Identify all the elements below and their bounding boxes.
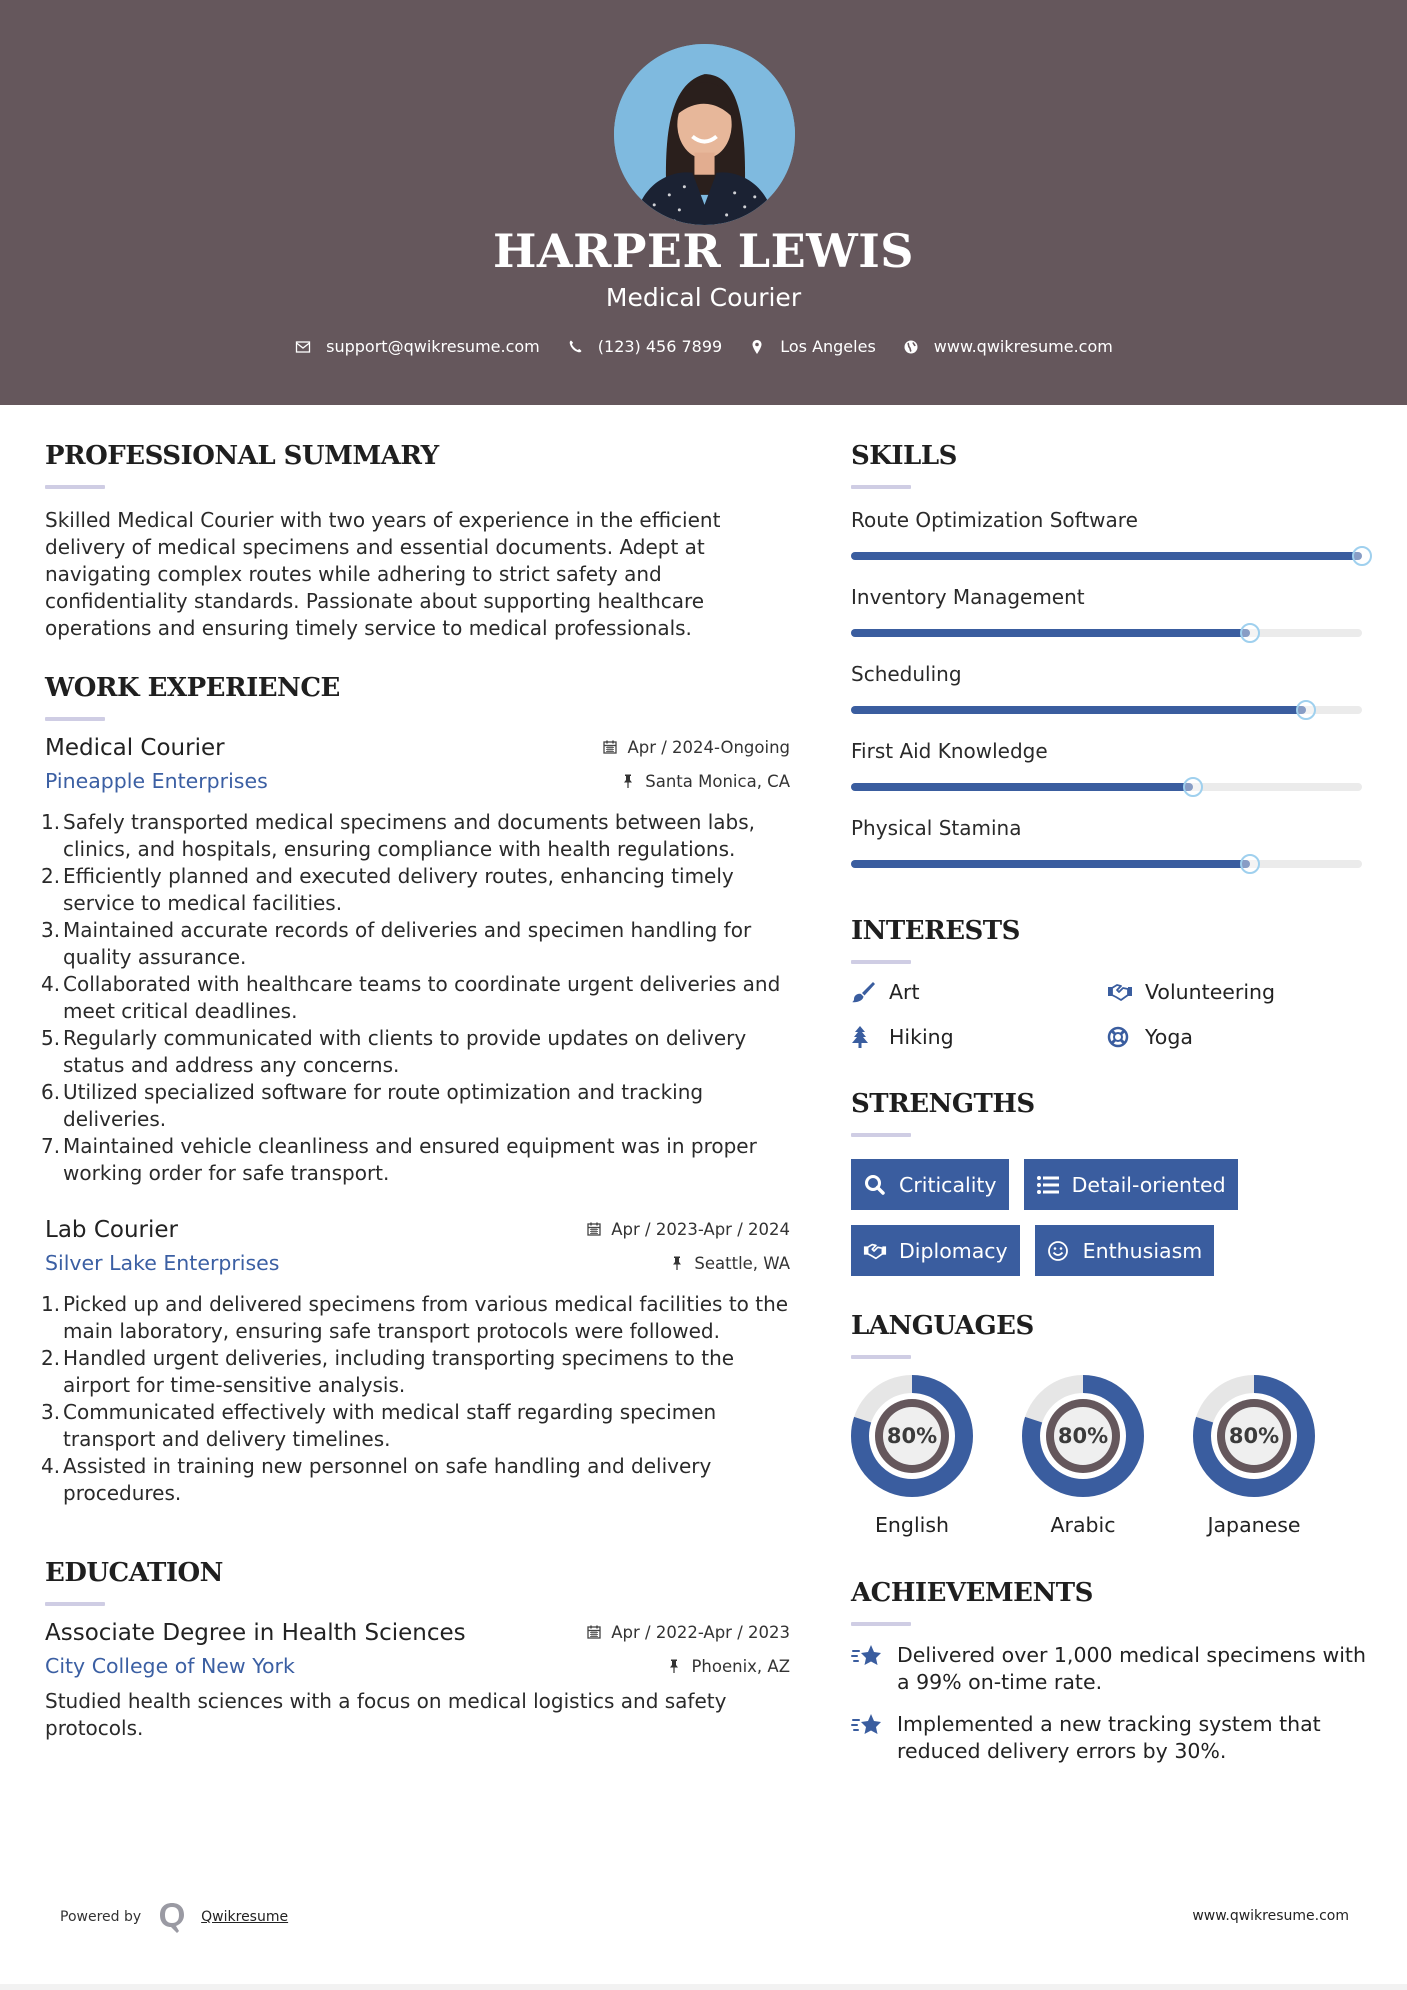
interests-section xyxy=(851,915,1366,1050)
skill-bar-thumb xyxy=(1183,777,1203,797)
strength-badge-diplomacy xyxy=(851,1225,1020,1276)
skill-label: First Aid Knowledge xyxy=(851,739,1048,763)
qwikresume-link[interactable]: Qwikresume xyxy=(201,1909,289,1925)
company-name: Pineapple Enterprises xyxy=(45,769,268,793)
profile-photo-illustration xyxy=(614,44,795,225)
language-name: Japanese xyxy=(1207,1513,1301,1537)
skill-label: Inventory Management xyxy=(851,585,1085,609)
achievement-item xyxy=(851,1711,1366,1765)
skill-bar-thumb xyxy=(1240,854,1260,874)
job-date xyxy=(602,738,790,757)
contact-location xyxy=(748,337,876,356)
strengths-section xyxy=(851,1088,1366,1276)
contact-email-text: support@qwikresume.com xyxy=(326,337,540,356)
job-location-text: Santa Monica, CA xyxy=(645,771,790,791)
contact-phone[interactable] xyxy=(566,337,722,356)
job-date xyxy=(586,1220,790,1239)
paintbrush-icon xyxy=(851,980,879,1004)
calendar-icon xyxy=(602,739,618,755)
achievements-title: ACHIEVEMENTS xyxy=(851,1578,1093,1608)
strength-label: Detail-oriented xyxy=(1071,1172,1226,1197)
skill-bar-thumb xyxy=(1352,546,1372,566)
skill-item xyxy=(851,738,1366,815)
skill-bar xyxy=(851,706,1362,714)
candidate-role: Medical Courier xyxy=(605,283,802,312)
contact-website[interactable] xyxy=(902,337,1113,356)
education-section xyxy=(45,1557,790,1742)
job-date-text: Apr / 2024-Ongoing xyxy=(627,737,790,757)
education-description: Studied health sciences with a focus on medical logistics and safety protocols. xyxy=(45,1689,727,1740)
handshake-icon xyxy=(863,1239,889,1263)
contact-website-text: www.qwikresume.com xyxy=(933,337,1113,356)
interests-title: INTERESTS xyxy=(851,916,1020,946)
search-icon xyxy=(863,1173,889,1197)
skill-bar-fill xyxy=(851,860,1250,868)
skill-bar-fill xyxy=(851,706,1306,714)
left-column xyxy=(41,440,790,1742)
skill-item xyxy=(851,584,1366,661)
job-entry xyxy=(41,1217,790,1507)
skills-title: SKILLS xyxy=(851,441,957,471)
language-progress-ring xyxy=(1193,1375,1315,1497)
profile-photo xyxy=(614,44,795,225)
strength-badge-criticality xyxy=(851,1159,1009,1210)
strengths-title: STRENGTHS xyxy=(851,1089,1035,1119)
skills-section xyxy=(851,440,1366,879)
achievements-section xyxy=(851,1577,1366,1765)
job-location xyxy=(620,772,790,791)
handshake-icon xyxy=(1107,980,1135,1004)
resume-header xyxy=(0,0,1407,405)
candidate-name: HARPER LEWIS xyxy=(492,224,915,278)
job-bullets xyxy=(41,809,790,1187)
contact-email[interactable] xyxy=(294,337,540,356)
interest-label: Yoga xyxy=(1145,1024,1193,1049)
interest-label: Hiking xyxy=(889,1024,954,1049)
experience-section xyxy=(41,672,790,1507)
strength-badge-enthusiasm xyxy=(1035,1225,1215,1276)
language-percent: 80% xyxy=(886,1424,938,1448)
languages-section xyxy=(851,1310,1366,1537)
language-item xyxy=(1193,1375,1315,1537)
achievement-text: Implemented a new tracking system that reduced delivery errors by 30%. xyxy=(897,1712,1321,1763)
bullet-item: 1. Picked up and delivered specimens from various medical facilities to the main laboratory, ensuring safe transport protocols were followed. xyxy=(41,1292,789,1343)
language-name: English xyxy=(874,1513,950,1537)
education-location xyxy=(666,1657,790,1676)
phone-icon xyxy=(566,338,584,356)
job-title: Lab Courier xyxy=(45,1217,178,1243)
education-location-text: Phoenix, AZ xyxy=(691,1656,790,1676)
bullet-item: 4. Collaborated with healthcare teams to coordinate urgent deliveries and meet critical deadlines. xyxy=(41,972,781,1023)
pushpin-icon xyxy=(620,773,636,789)
bullet-item: 3. Maintained accurate records of deliveries and specimen handling for quality assurance. xyxy=(41,918,752,969)
section-divider xyxy=(851,1622,911,1626)
pushpin-icon xyxy=(666,1658,682,1674)
job-date-text: Apr / 2023-Apr / 2024 xyxy=(611,1219,790,1239)
job-entry xyxy=(41,735,790,1187)
languages-title: LANGUAGES xyxy=(851,1311,1034,1341)
job-title: Medical Courier xyxy=(45,735,225,761)
company-name: Silver Lake Enterprises xyxy=(45,1251,280,1275)
summary-text: Skilled Medical Courier with two years of experience in the efficient delivery of medical specimens and essential documents. Adept at navigating complex routes while adhering to strict safety and confidentiality standards. Passionate about supporting healthcare operations and ensuring timely service to medical professionals. xyxy=(45,508,721,640)
skill-bar xyxy=(851,860,1362,868)
skill-item xyxy=(851,661,1366,738)
achievement-item xyxy=(851,1642,1366,1696)
contact-phone-text: (123) 456 7899 xyxy=(597,337,723,356)
job-bullets xyxy=(41,1291,790,1507)
education-date-text: Apr / 2022-Apr / 2023 xyxy=(611,1622,790,1642)
skill-label: Route Optimization Software xyxy=(851,508,1138,532)
right-column xyxy=(851,440,1366,1780)
language-progress-ring xyxy=(851,1375,973,1497)
job-location xyxy=(669,1254,790,1273)
summary-section xyxy=(45,440,790,642)
skill-bar-fill xyxy=(851,629,1250,637)
strength-label: Diplomacy xyxy=(899,1238,1008,1263)
strength-label: Criticality xyxy=(899,1172,997,1197)
skill-item xyxy=(851,815,1366,879)
skill-bar xyxy=(851,552,1362,560)
section-divider xyxy=(851,1355,911,1359)
skill-bar-thumb xyxy=(1296,700,1316,720)
interest-label: Volunteering xyxy=(1145,979,1276,1004)
job-location-text: Seattle, WA xyxy=(694,1253,790,1273)
list-icon xyxy=(1036,1173,1062,1197)
interest-hiking xyxy=(851,1023,1107,1050)
skill-label: Physical Stamina xyxy=(851,816,1022,840)
bullet-item: 7. Maintained vehicle cleanliness and ensured equipment was in proper working order for safe transport. xyxy=(41,1134,757,1185)
footer-powered-by xyxy=(60,1900,288,1934)
tree-icon xyxy=(851,1025,879,1049)
bullet-item: 4. Assisted in training new personnel on safe handling and delivery procedures. xyxy=(41,1454,712,1505)
interest-art xyxy=(851,978,1107,1005)
envelope-icon xyxy=(294,338,312,356)
section-divider xyxy=(45,717,105,721)
skill-bar xyxy=(851,629,1362,637)
language-progress-ring xyxy=(1022,1375,1144,1497)
language-name: Arabic xyxy=(1050,1513,1116,1537)
strength-badge-detail-oriented xyxy=(1024,1159,1238,1210)
smile-icon xyxy=(1047,1239,1073,1263)
bullet-item: 6. Utilized specialized software for route optimization and tracking deliveries. xyxy=(41,1080,704,1131)
experience-title: WORK EXPERIENCE xyxy=(45,673,340,703)
interest-yoga xyxy=(1107,1023,1363,1050)
education-title: EDUCATION xyxy=(45,1558,223,1588)
qwikresume-logo-icon xyxy=(157,1900,187,1934)
calendar-icon xyxy=(586,1221,602,1237)
map-pin-icon xyxy=(748,338,766,356)
education-date xyxy=(586,1623,790,1642)
skill-bar xyxy=(851,783,1362,791)
skill-item xyxy=(851,507,1366,584)
section-divider xyxy=(851,960,911,964)
bullet-item: 2. Handled urgent deliveries, including transporting specimens to the airport for time-sensitive analysis. xyxy=(41,1346,735,1397)
powered-by-label: Powered by xyxy=(60,1909,142,1925)
bullet-item: 5. Regularly communicated with clients to provide updates on delivery status and address any concerns. xyxy=(41,1026,747,1077)
bullet-item: 2. Efficiently planned and executed delivery routes, enhancing timely service to medical facilities. xyxy=(41,864,734,915)
shooting-star-icon xyxy=(851,1642,887,1672)
language-percent: 80% xyxy=(1057,1424,1109,1448)
achievement-text: Delivered over 1,000 medical specimens with a 99% on-time rate. xyxy=(897,1643,1366,1694)
globe-icon xyxy=(902,338,920,356)
bullet-item: 1. Safely transported medical specimens and documents between labs, clinics, and hospitals, ensuring compliance with health regulations. xyxy=(41,810,756,861)
language-percent: 80% xyxy=(1228,1424,1280,1448)
skill-label: Scheduling xyxy=(851,662,962,686)
contact-location-text: Los Angeles xyxy=(780,337,876,356)
contact-bar xyxy=(0,337,1407,356)
bullet-item: 3. Communicated effectively with medical staff regarding specimen transport and delivery timelines. xyxy=(41,1400,717,1451)
summary-title: PROFESSIONAL SUMMARY xyxy=(45,441,439,471)
section-divider xyxy=(851,485,911,489)
life-ring-icon xyxy=(1107,1025,1135,1049)
footer-website[interactable]: www.qwikresume.com xyxy=(1192,1908,1349,1924)
shooting-star-icon xyxy=(851,1711,887,1741)
skill-bar-fill xyxy=(851,783,1193,791)
education-entry xyxy=(45,1620,790,1742)
section-divider xyxy=(851,1133,911,1137)
language-item xyxy=(851,1375,973,1537)
calendar-icon xyxy=(586,1624,602,1640)
degree-title: Associate Degree in Health Sciences xyxy=(45,1620,466,1646)
interest-volunteering xyxy=(1107,978,1363,1005)
skill-bar-fill xyxy=(851,552,1362,560)
school-name: City College of New York xyxy=(45,1654,295,1678)
section-divider xyxy=(45,1602,105,1606)
pushpin-icon xyxy=(669,1255,685,1271)
interest-label: Art xyxy=(889,979,920,1004)
strength-label: Enthusiasm xyxy=(1082,1238,1203,1263)
section-divider xyxy=(45,485,105,489)
skill-bar-thumb xyxy=(1240,623,1260,643)
page-bottom-edge xyxy=(0,1984,1407,1990)
language-item xyxy=(1022,1375,1144,1537)
